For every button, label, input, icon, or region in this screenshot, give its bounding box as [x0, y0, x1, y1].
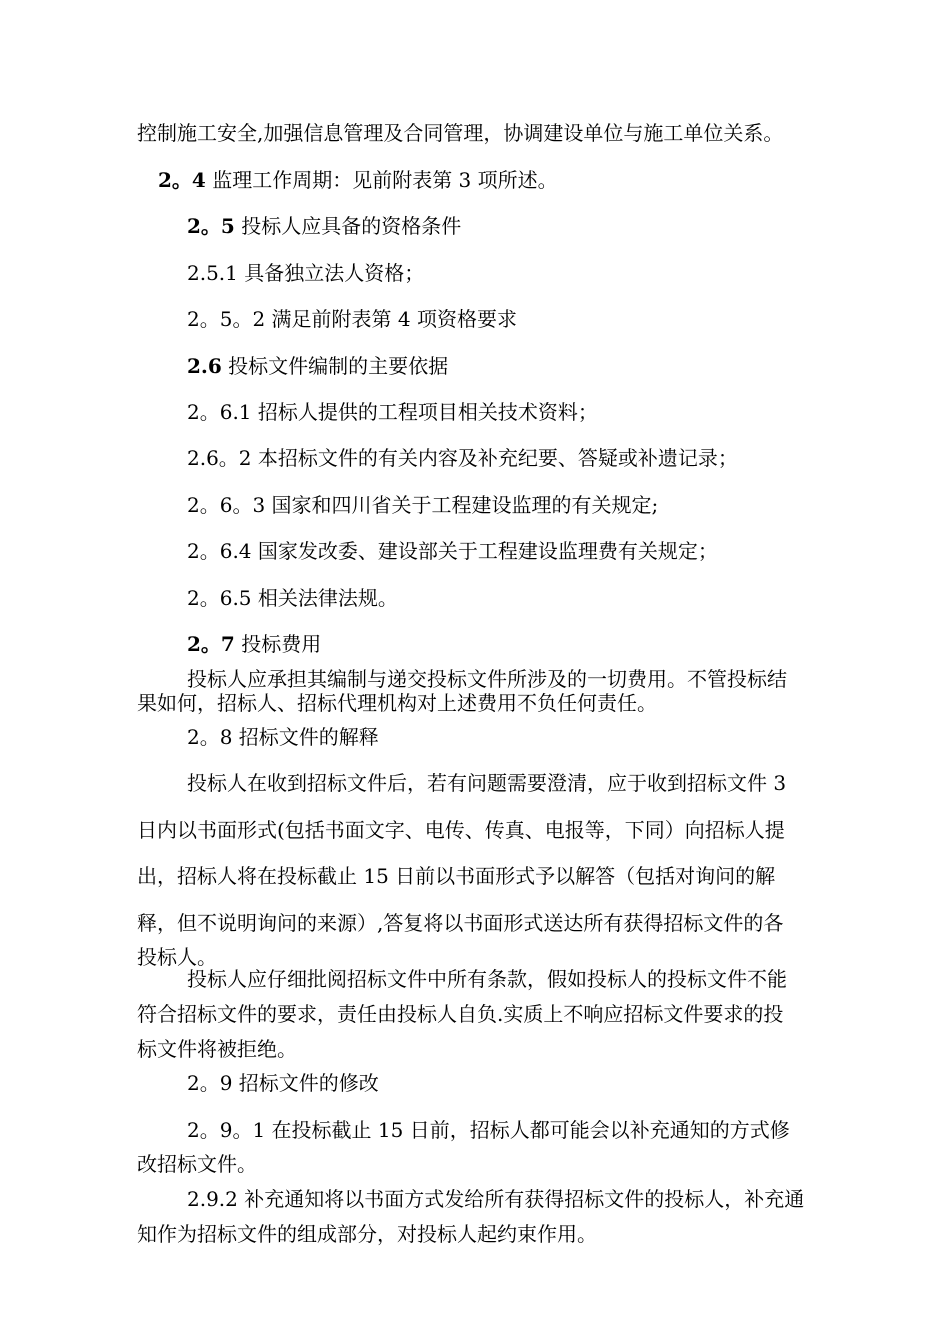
body-line: 2。8 招标文件的解释: [187, 725, 379, 749]
body-line: 投标人。: [137, 945, 217, 969]
body-line: 知作为招标文件的组成部分，对投标人起约束作用。: [137, 1222, 597, 1246]
body-line: 果如何，招标人、招标代理机构对上述费用不负任何责任。: [137, 691, 657, 715]
body-line: 2。6.1 招标人提供的工程项目相关技术资料；: [187, 400, 598, 424]
body-line: 投标人应仔细批阅招标文件中所有条款，假如投标人的投标文件不能: [187, 967, 787, 991]
section-heading: [187, 632, 321, 656]
body-line: 符合招标文件的要求，责任由投标人自负.实质上不响应招标文件要求的投: [137, 1002, 784, 1026]
body-line: 投标人应承担其编制与递交投标文件所涉及的一切费用。不管投标结: [187, 667, 787, 691]
section-heading: [187, 214, 461, 238]
body-line: 2。6。3 国家和四川省关于工程建设监理的有关规定;: [187, 493, 659, 517]
section-title: 投标人应具备的资格条件: [234, 214, 462, 238]
body-line: 2。9。1 在投标截止 15 日前，招标人都可能会以补充通知的方式修: [187, 1118, 790, 1142]
body-line: 2。6.5 相关法律法规。: [187, 586, 398, 610]
body-line: 2.6。2 本招标文件的有关内容及补充纪要、答疑或补遗记录；: [187, 446, 738, 470]
body-line: 2。6.4 国家发改委、建设部关于工程建设监理费有关规定；: [187, 539, 718, 563]
section-heading: [187, 354, 448, 378]
section-heading: [158, 168, 558, 192]
body-line: 2.5.1 具备独立法人资格；: [187, 261, 425, 285]
body-line: 标文件将被拒绝。: [137, 1037, 297, 1061]
section-number: 2。7: [187, 632, 235, 656]
body-line: 控制施工安全,加强信息管理及合同管理，协调建设单位与施工单位关系。: [137, 121, 784, 145]
body-line: 改招标文件。: [137, 1152, 257, 1176]
body-line: 释，但不说明询问的来源）,答复将以书面形式送达所有获得招标文件的各: [137, 911, 784, 935]
body-line: 2。5。2 满足前附表第 4 项资格要求: [187, 307, 517, 331]
body-line: 2。9 招标文件的修改: [187, 1071, 379, 1095]
section-title: 投标文件编制的主要依据: [221, 354, 449, 378]
section-number: 2.6: [187, 354, 222, 378]
body-line: 投标人在收到招标文件后，若有问题需要澄清，应于收到招标文件 3: [187, 771, 787, 795]
body-line: 出，招标人将在投标截止 15 日前以书面形式予以解答（包括对询问的解: [137, 864, 776, 888]
section-title: 投标费用: [234, 632, 322, 656]
section-title: 监理工作周期：见前附表第 3 项所述。: [205, 168, 558, 192]
body-line: 日内以书面形式(包括书面文字、电传、传真、电报等，下同）向招标人提: [137, 818, 785, 842]
section-number: 2。5: [187, 214, 235, 238]
section-number: 2。4: [158, 168, 206, 192]
body-line: 2.9.2 补充通知将以书面方式发给所有获得招标文件的投标人，补充通: [187, 1187, 805, 1211]
